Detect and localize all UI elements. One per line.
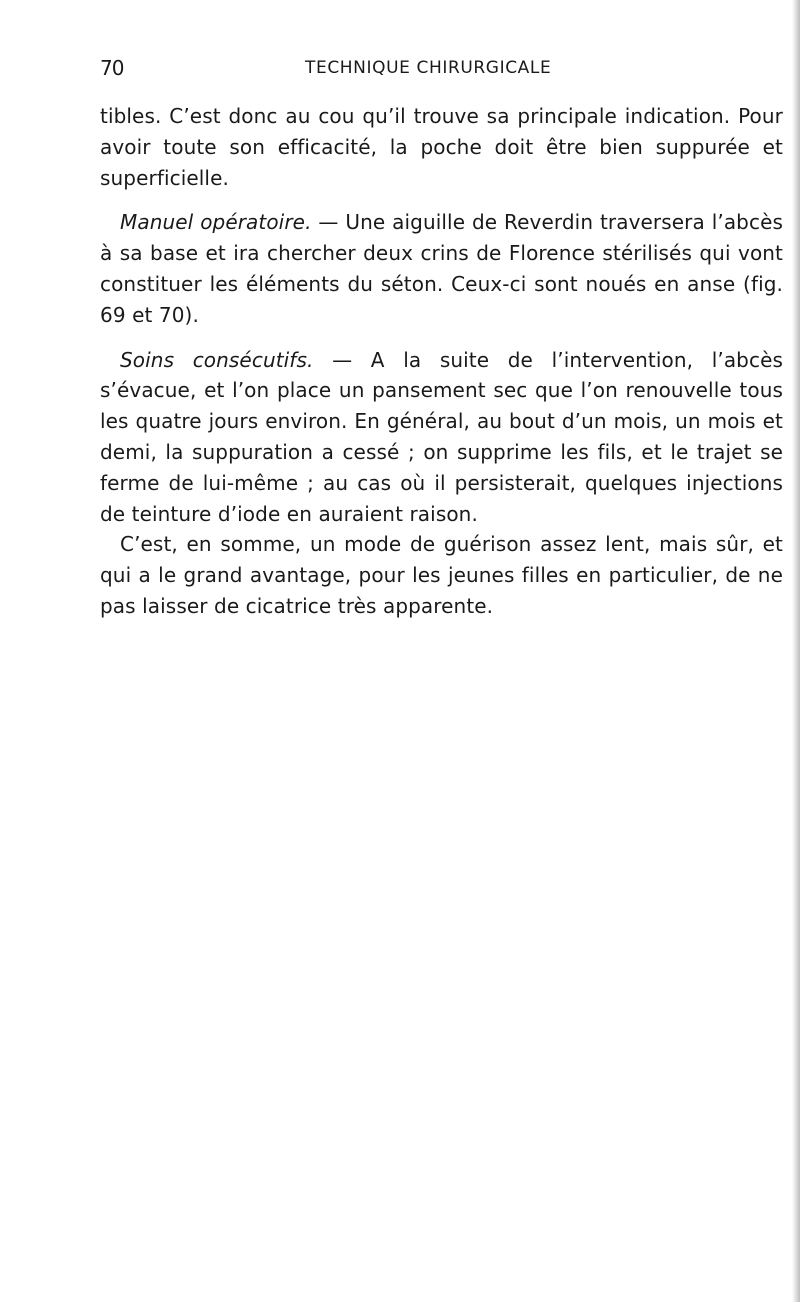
paragraph-text: — Une aiguille de Reverdin traversera l’abcès à sa base et ira chercher deux crins de Florence stérilisés qui vont constituer les éléments du séton. Ceux-ci sont noués en anse (fig. 69 et 70). — [100, 210, 783, 327]
paragraph-text: tibles. C’est donc au cou qu’il trouve sa principale indication. Pour avoir toute son efficacité, la poche doit être bien suppurée et superficielle. — [100, 104, 783, 190]
running-head: TECHNIQUE CHIRURGICALE — [305, 58, 552, 78]
section-lead-manuel-operatoire: Manuel opératoire. — [120, 210, 312, 235]
paragraph-soins-consecutifs — [100, 345, 783, 530]
paragraph-continuation — [100, 101, 783, 193]
page-number: 70 — [100, 56, 124, 80]
body-text — [100, 101, 783, 622]
page-edge-shadow — [792, 0, 800, 1302]
paragraph-manuel-operatoire — [100, 207, 783, 330]
paragraph-text: C’est, en somme, un mode de guérison assez lent, mais sûr, et qui a le grand avantage, pour les jeunes filles en particulier, de ne pas laisser de cicatrice très apparente. — [100, 532, 783, 618]
paragraph-text: — A la suite de l’intervention, l’abcès s’évacue, et l’on place un pansement sec que l’on renouvelle tous les quatre jours environ. En général, au bout d’un mois, un mois et demi, la suppuration a cessé ; on supprime les fils, et le trajet se ferme de lui-même ; au cas où il persisterait, quelques injections de teinture d’iode en auraient raison. — [100, 347, 783, 526]
paragraph-conclusion — [100, 529, 783, 621]
page-header — [100, 56, 785, 86]
section-lead-soins-consecutifs: Soins consécutifs. — [120, 347, 314, 372]
